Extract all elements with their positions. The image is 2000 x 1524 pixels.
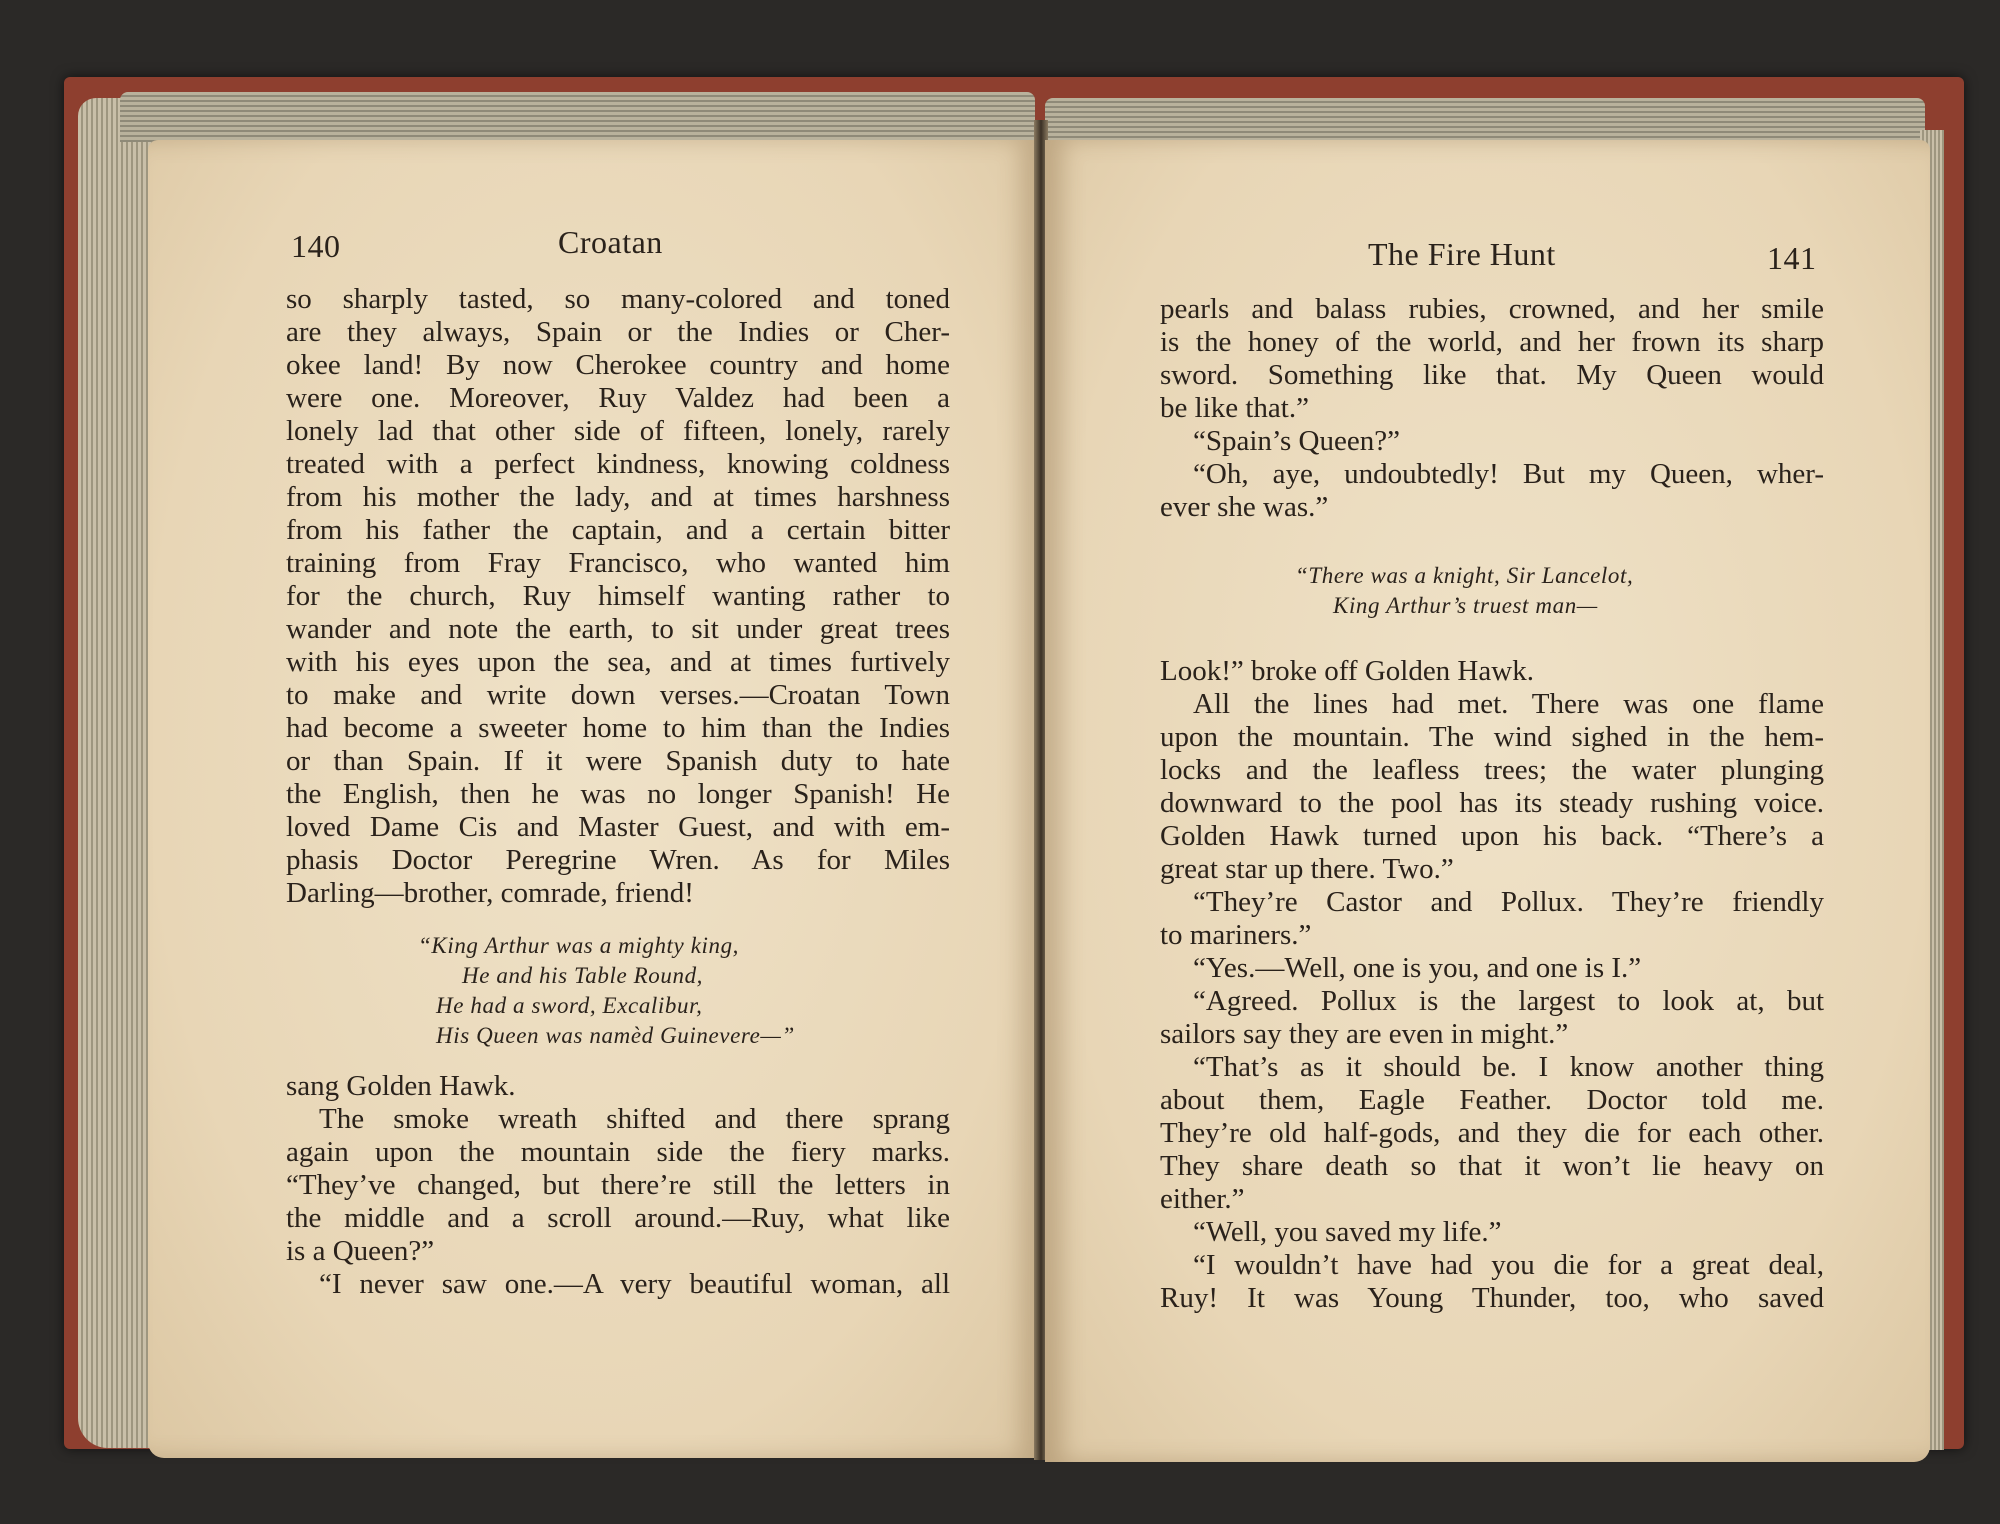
text-line: phasis Doctor Peregrine Wren. As for Miles	[286, 844, 950, 876]
page-number: 141	[1767, 240, 1817, 276]
poem-line: His Queen was namèd Guinevere—”	[436, 1023, 795, 1048]
text-line: are they always, Spain or the Indies or Cher-	[286, 316, 950, 348]
text-line: from his mother the lady, and at times harshness	[286, 481, 950, 513]
text-line: great star up there. Two.”	[1160, 853, 1454, 885]
prose-block	[286, 1070, 950, 1301]
page-edges-top-left	[120, 92, 1035, 142]
text-line: is the honey of the world, and her frown its sharp	[1160, 326, 1824, 358]
text-line: “Agreed. Pollux is the largest to look at, but	[1193, 985, 1824, 1017]
text-line: “Well, you saved my life.”	[1193, 1216, 1502, 1248]
text-line: be like that.”	[1160, 392, 1309, 424]
text-line: pearls and balass rubies, crowned, and her smile	[1160, 293, 1824, 325]
text-line: The smoke wreath shifted and there sprang	[319, 1103, 950, 1135]
prose-block	[1160, 293, 1824, 524]
text-line: upon the mountain. The wind sighed in the hem-	[1160, 721, 1824, 753]
text-line: loved Dame Cis and Master Guest, and with em-	[286, 811, 950, 843]
text-line: “Oh, aye, undoubtedly! But my Queen, wher-	[1193, 458, 1824, 490]
poem-line: He and his Table Round,	[462, 963, 704, 988]
text-line: to mariners.”	[1160, 919, 1312, 951]
text-line: okee land! By now Cherokee country and home	[286, 349, 950, 381]
text-line: Golden Hawk turned upon his back. “There’s a	[1160, 820, 1824, 852]
text-line: “Spain’s Queen?”	[1193, 425, 1400, 457]
text-line: “I wouldn’t have had you die for a great deal,	[1193, 1249, 1824, 1281]
text-line: Look!” broke off Golden Hawk.	[1160, 655, 1534, 687]
text-line: lonely lad that other side of fifteen, lonely, rarely	[286, 415, 950, 447]
text-line: were one. Moreover, Ruy Valdez had been a	[286, 382, 950, 414]
running-head: The Fire Hunt	[1368, 236, 1556, 272]
prose-block	[1160, 655, 1824, 1315]
text-line: sailors say they are even in might.”	[1160, 1018, 1569, 1050]
text-line: the middle and a scroll around.—Ruy, what like	[286, 1202, 950, 1234]
text-line: or than Spain. If it were Spanish duty to hate	[286, 745, 950, 777]
left-page	[148, 140, 1038, 1458]
text-line: All the lines had met. There was one flame	[1193, 688, 1824, 720]
poem-line: “King Arthur was a mighty king,	[418, 933, 740, 958]
poem-block	[418, 931, 795, 1051]
text-line: training from Fray Francisco, who wanted him	[286, 547, 950, 579]
text-line: either.”	[1160, 1183, 1245, 1215]
text-line: sword. Something like that. My Queen would	[1160, 359, 1824, 391]
text-line: from his father the captain, and a certain bitter	[286, 514, 950, 546]
text-line: locks and the leafless trees; the water plunging	[1160, 754, 1824, 786]
text-line: so sharply tasted, so many-colored and toned	[286, 283, 950, 315]
text-line: to make and write down verses.—Croatan Town	[286, 679, 950, 711]
right-page	[1045, 140, 1930, 1462]
text-line: They share death so that it won’t lie heavy on	[1160, 1150, 1824, 1182]
text-line: They’re old half-gods, and they die for each other.	[1160, 1117, 1824, 1149]
page-edges-top-right	[1045, 98, 1925, 143]
poem-line: “There was a knight, Sir Lancelot,	[1295, 563, 1634, 588]
poem-block	[1295, 561, 1633, 621]
text-line: “That’s as it should be. I know another thing	[1193, 1051, 1824, 1083]
text-line: downward to the pool has its steady rushing voice.	[1160, 787, 1824, 819]
running-head: Croatan	[558, 224, 663, 260]
text-line: sang Golden Hawk.	[286, 1070, 516, 1102]
text-line: treated with a perfect kindness, knowing coldness	[286, 448, 950, 480]
text-line: ever she was.”	[1160, 491, 1329, 523]
text-line: “They’ve changed, but there’re still the letters in	[286, 1169, 950, 1201]
text-line: Darling—brother, comrade, friend!	[286, 877, 694, 909]
text-line: “Yes.—Well, one is you, and one is I.”	[1193, 952, 1642, 984]
text-line: “I never saw one.—A very beautiful woman, all	[319, 1268, 950, 1300]
text-line: “They’re Castor and Pollux. They’re friendly	[1193, 886, 1824, 918]
text-line: wander and note the earth, to sit under great trees	[286, 613, 950, 645]
page-edges-left	[78, 98, 158, 1448]
text-line: had become a sweeter home to him than the Indies	[286, 712, 950, 744]
text-line: for the church, Ruy himself wanting rather to	[286, 580, 950, 612]
text-line: about them, Eagle Feather. Doctor told me.	[1160, 1084, 1824, 1116]
text-line: the English, then he was no longer Spanish! He	[286, 778, 950, 810]
poem-line: King Arthur’s truest man—	[1333, 593, 1598, 618]
poem-line: He had a sword, Excalibur,	[436, 993, 703, 1018]
text-line: is a Queen?”	[286, 1235, 435, 1267]
text-line: Ruy! It was Young Thunder, too, who saved	[1160, 1282, 1824, 1314]
text-line: with his eyes upon the sea, and at times furtively	[286, 646, 950, 678]
text-line: again upon the mountain side the fiery marks.	[286, 1136, 950, 1168]
page-number: 140	[291, 228, 341, 264]
prose-block	[286, 283, 950, 910]
